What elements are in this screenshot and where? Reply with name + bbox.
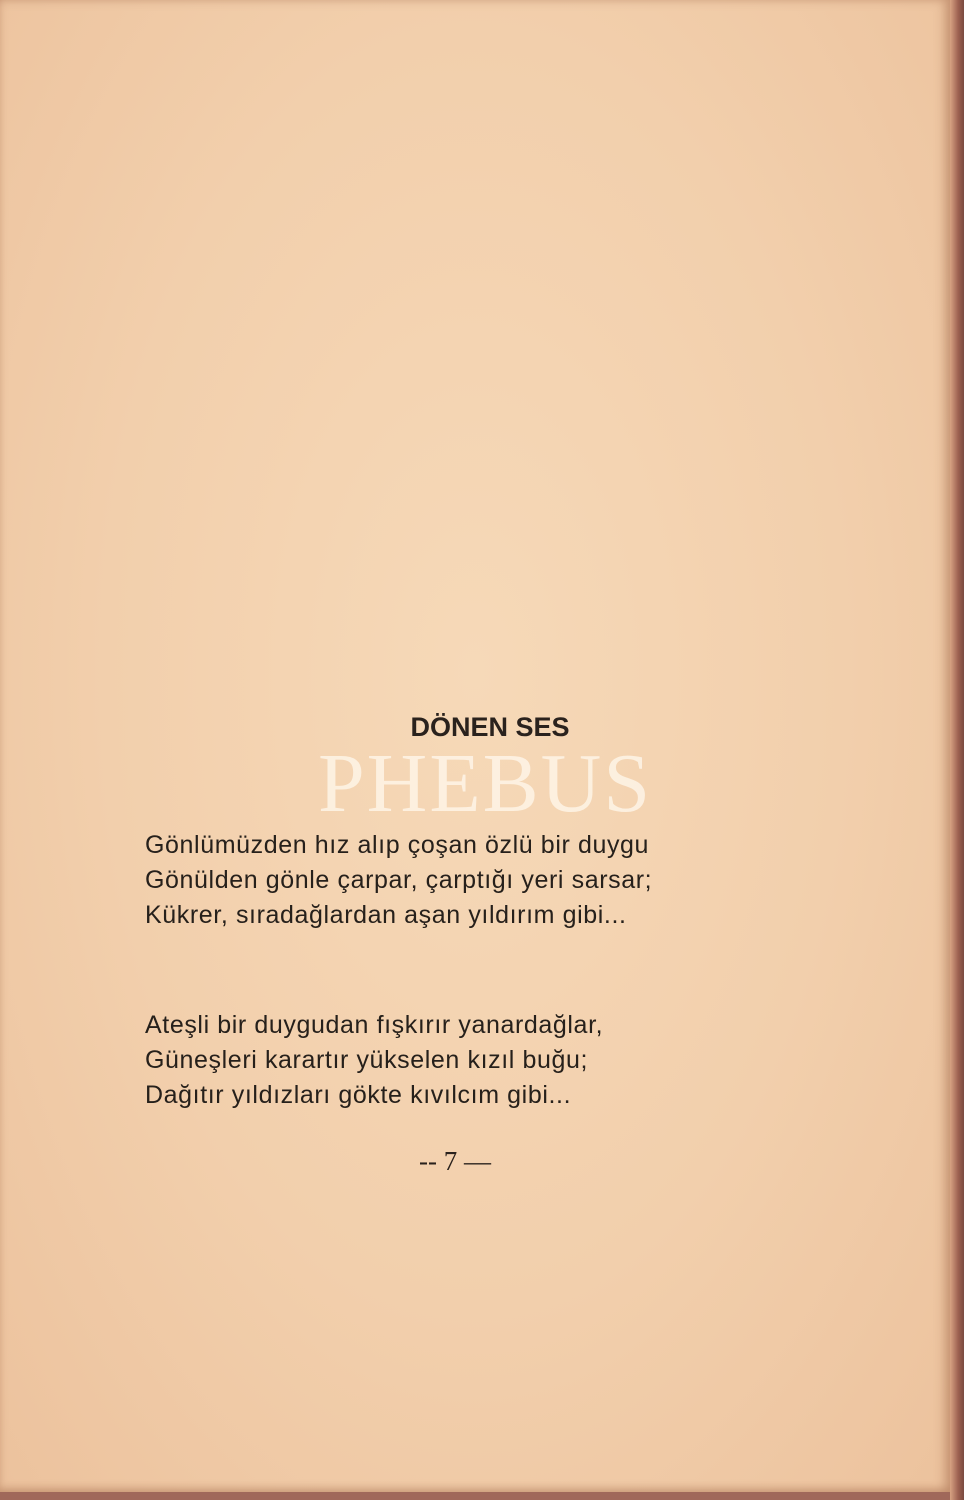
stanza-2	[145, 1008, 825, 1113]
poem-line: Gönlümüzden hız alıp çoşan özlü bir duygu	[145, 831, 650, 859]
page-number: -- 7 —	[419, 1146, 491, 1176]
poem-line: Güneşleri karartır yükselen kızıl buğu;	[145, 1046, 589, 1074]
poem-title: DÖNEN SES	[410, 712, 570, 742]
stanza-1	[145, 828, 825, 933]
poem-line: Dağıtır yıldızları gökte kıvılcım gibi...	[145, 1081, 572, 1109]
poem-line: Kükrer, sıradağlardan aşan yıldırım gibi...	[145, 901, 627, 929]
watermark: PHEBUS	[317, 737, 653, 830]
book-spine-edge	[950, 0, 964, 1500]
poem-line: Ateşli bir duygudan fışkırır yanardağlar,	[145, 1011, 604, 1039]
poem-line: Gönülden gönle çarpar, çarptığı yeri sarsar;	[145, 866, 653, 894]
